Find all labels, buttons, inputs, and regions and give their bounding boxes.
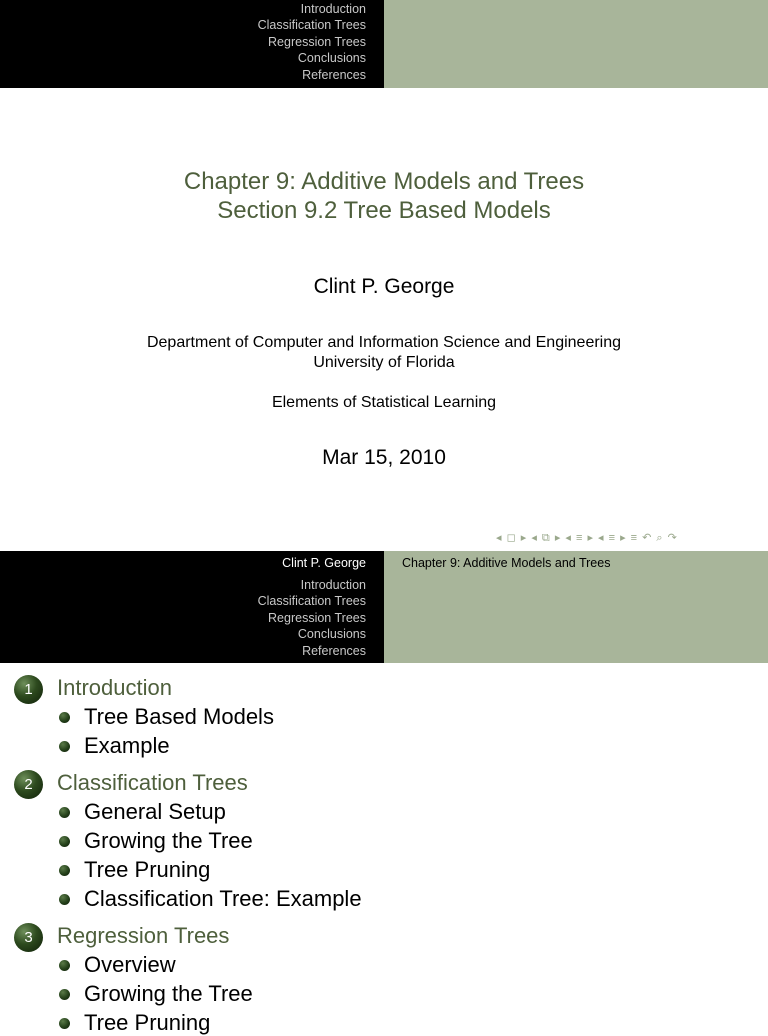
toc-subsection[interactable] <box>0 701 768 730</box>
subsection-title[interactable]: General Setup <box>84 799 226 824</box>
nav-link-conclusions[interactable]: Conclusions <box>297 51 366 66</box>
toc-section-introduction[interactable] <box>0 672 768 701</box>
slide1-header-left <box>0 0 384 88</box>
university: University of Florida <box>313 354 455 371</box>
toc-subsection[interactable] <box>0 978 768 1007</box>
slide2-header-left <box>0 551 384 663</box>
subsection-title[interactable]: Tree Pruning <box>84 857 211 882</box>
slide2-header <box>0 551 768 663</box>
table-of-contents <box>0 672 768 1036</box>
slide1-section-nav <box>258 1 366 83</box>
nav-link-regression-trees[interactable]: Regression Trees <box>268 34 366 49</box>
header-author: Clint P. George <box>282 556 366 570</box>
subsection-title[interactable]: Growing the Tree <box>84 981 253 1006</box>
nav-link-references[interactable]: References <box>302 643 366 658</box>
subsection-title[interactable]: Tree Pruning <box>84 1010 211 1035</box>
beamer-navigation-icons[interactable]: ◂ ◻ ▸ ◂ ⧉ ▸ ◂ ≡ ▸ ◂ ≡ ▸ ≡ ↶ ⌕ ↷ <box>496 532 678 544</box>
subsection-title[interactable]: Classification Tree: Example <box>84 886 362 911</box>
department: Department of Computer and Information Science and Engineering <box>146 334 622 351</box>
section-title[interactable]: Regression Trees <box>57 923 230 948</box>
nav-link-introduction[interactable]: Introduction <box>300 578 366 592</box>
slide2-header-right <box>384 551 768 663</box>
subsection-title[interactable]: Growing the Tree <box>84 828 253 853</box>
slide-title-line2: Section 9.2 Tree Based Models <box>217 197 551 224</box>
subsection-title[interactable]: Example <box>84 733 170 758</box>
bullet-icon <box>59 741 70 752</box>
toc-subsection[interactable] <box>0 854 768 883</box>
toc-subsection[interactable] <box>0 1007 768 1036</box>
nav-link-conclusions[interactable]: Conclusions <box>297 627 366 642</box>
nav-link-classification-trees[interactable]: Classification Trees <box>257 18 366 33</box>
bullet-icon <box>59 894 70 905</box>
toc-section-regression-trees[interactable] <box>0 920 768 949</box>
nav-link-introduction[interactable]: Introduction <box>300 2 366 16</box>
toc-subsection[interactable] <box>0 796 768 825</box>
section-number-ball: 3 <box>14 923 43 952</box>
author-name: Clint P. George <box>313 275 455 298</box>
presentation-date: Mar 15, 2010 <box>322 446 446 469</box>
section-title[interactable]: Classification Trees <box>57 770 248 795</box>
toc-subsection[interactable] <box>0 949 768 978</box>
toc-subsection[interactable] <box>0 883 768 912</box>
nav-link-regression-trees[interactable]: Regression Trees <box>268 610 366 625</box>
subsection-title[interactable]: Tree Based Models <box>84 704 274 729</box>
slide-title-line1: Chapter 9: Additive Models and Trees <box>183 168 585 195</box>
slide1-header-right <box>384 0 768 88</box>
slide2-section-nav <box>258 577 366 659</box>
nav-link-references[interactable]: References <box>302 67 366 82</box>
nav-link-classification-trees[interactable]: Classification Trees <box>257 594 366 609</box>
toc-section-classification-trees[interactable] <box>0 767 768 796</box>
bullet-icon <box>59 807 70 818</box>
toc-subsection[interactable] <box>0 730 768 759</box>
subsection-title[interactable]: Overview <box>84 952 176 977</box>
bullet-icon <box>59 865 70 876</box>
bullet-icon <box>59 960 70 971</box>
header-chapter: Chapter 9: Additive Models and Trees <box>402 556 611 570</box>
slide1-header <box>0 0 768 88</box>
bullet-icon <box>59 989 70 1000</box>
course-name: Elements of Statistical Learning <box>271 394 497 411</box>
section-title[interactable]: Introduction <box>57 675 172 700</box>
toc-subsection[interactable] <box>0 825 768 854</box>
section-number-ball: 1 <box>14 675 43 704</box>
section-number-ball: 2 <box>14 770 43 799</box>
bullet-icon <box>59 712 70 723</box>
bullet-icon <box>59 836 70 847</box>
